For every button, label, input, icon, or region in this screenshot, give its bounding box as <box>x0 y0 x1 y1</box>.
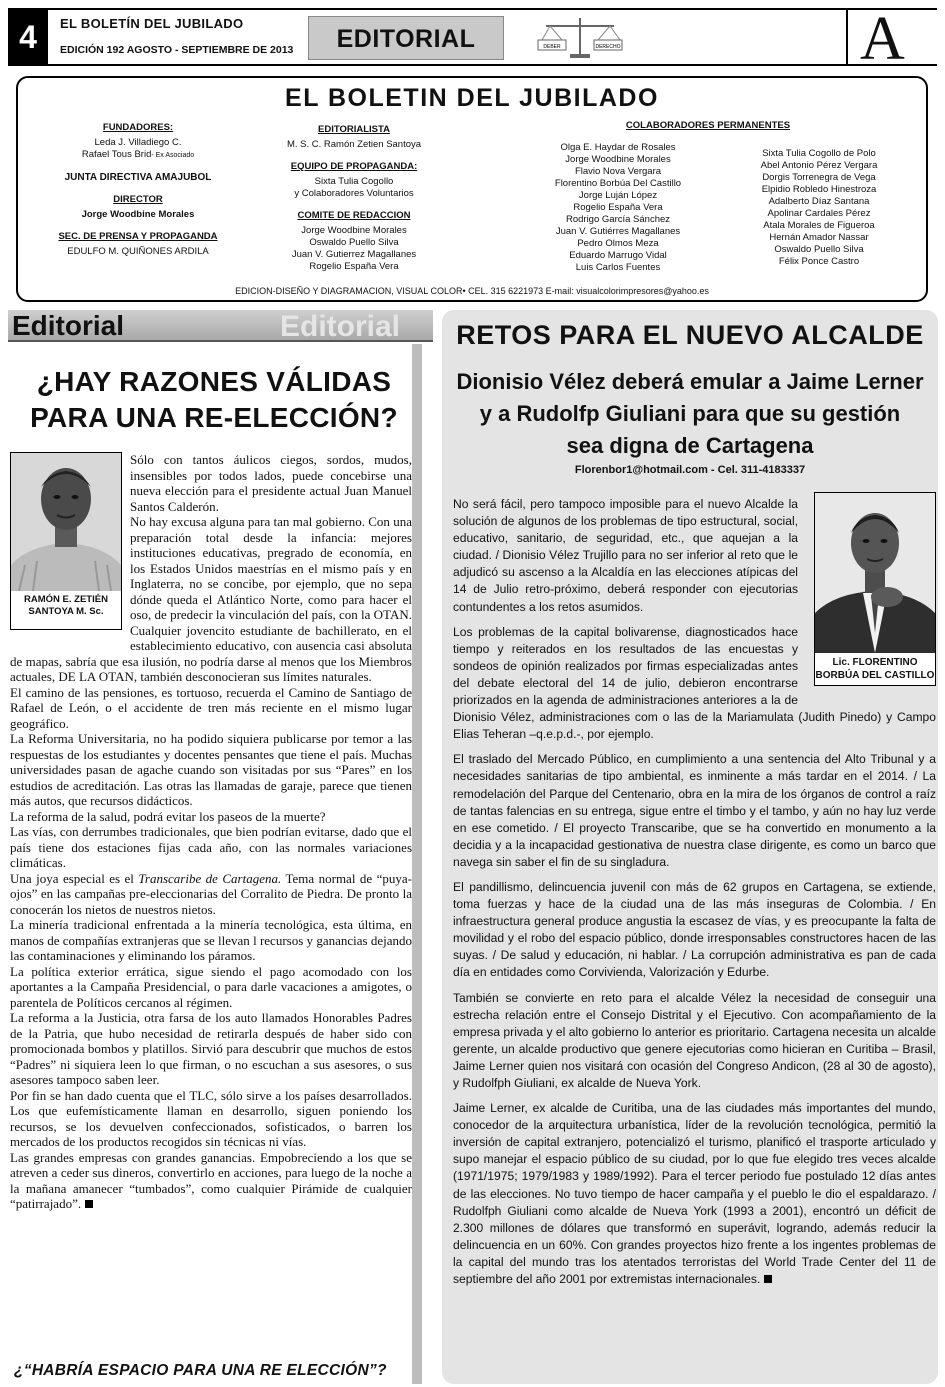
article-subheadline <box>442 366 938 462</box>
editorial-article <box>8 344 422 1384</box>
masthead-col-collab-a <box>528 142 708 274</box>
paragraph: Los problemas de la capital bolivarense, diagnosticados hace tiempo y reiterados en los resultados de las encuestas y sondeos de opinión realizados por firmas especializadas antes del debate electoral del 14 de julio, debieron encontrarse priorizados en la agenda de administraciones anteriores a la de Dionisio Vélez, administraciones com o las de la Mariamulata (Judith Pinedo) y Campo Elias Teheran –q.e.p.d.-, por ejemplo. <box>453 624 936 742</box>
collaborator-name: Rodrigo García Sánchez <box>565 214 671 225</box>
paragraph: El pandillismo, delincuencia juvenil con más de 62 grupos en Cartagena, se extiende, toma fuerzas y hace de la ciudad una de las más inseguras de Colombia. / En infraestructura general produce angustia la escasez de vías, y es preocupante la falta de movilidad y el robo del espacio público, donde irresponsables constructores hacen de las suyas. / De salud y educación, ni hablar. / La corrupción administrativa es pan de cada día en entidades como Corvivienda, Valorización y Edurbe. <box>453 879 936 980</box>
team-line: y Colaboradores Voluntarios <box>294 188 414 199</box>
press-heading: SEC. DE PRENSA Y PROPAGANDA <box>58 231 218 242</box>
masthead-footer: EDICION-DISEÑO Y DIAGRAMACION, VISUAL COLOR• CEL. 315 6221973 E-mail: visualcolorimpresores@yahoo.es <box>235 286 709 296</box>
scales-of-justice-icon <box>536 14 624 62</box>
paragraph: Jaime Lerner, ex alcalde de Curitiba, una de las ciudades más importantes del mundo, conocedor de la arquitectura urbanística, líder de la revolución tecnológica, permitió la inversión de capital extranjero, potencializó el turismo, planificó el trasporte articulado y supo manejar el espacio público de su ciudad, por lo que fue elegido tres veces alcalde (1971/1975; 1979/1983 y 1989/1992). Para el tercer periodo fue postulado 12 días antes de las elecciones. No tuvo tiempo de hacer campaña y el pueblo le dio el espaldarazo. / Rudolfph Giuliani como alcalde de Nueva York (1993 a 2001), encontró un déficit de 2.300 millones de dólares que transformó en superávit, logrando, además reducir la delincuencia en un 60%. Con grandes proyectos hizo frente a los ingentes problemas de la capital del mundo tras los atentados terroristas del World Trade Center del 11 de septiembre del año 2001 por extremistas internacionales. <box>453 1101 936 1287</box>
collaborator-name: Olga E. Haydar de Rosales <box>560 142 676 153</box>
caption-line: RAMÓN E. ZETIÉN <box>24 594 108 605</box>
collaborators-heading: COLABORADORES PERMANENTES <box>625 120 791 131</box>
header-divider <box>846 10 848 64</box>
collaborator-name: Félix Ponce Castro <box>778 256 860 267</box>
paragraph: El traslado del Mercado Público, en cumplimiento a una sentencia del Alto Tribunal y a necesidades sanitarias de tipo ambiental, es inminente a más tardar en el 2014. / La remodelación del Parque del Centenario, obra en la mira de los órganos de control a raíz de tantas falencias en su entrega, sigue entre el timbo y el tambo, y aún no hay luz verde en ese cometido. / El proyecto Transcaribe, que se ha convertido en monumento a la decidia y a la incapacidad gestionativa de nuestra clase dirigente, es como un barco que navega sin saber el fin de su singladura. <box>453 752 936 869</box>
masthead-col-collab-b <box>734 148 904 268</box>
team-line: Sixta Tulia Cogollo <box>314 176 394 187</box>
paragraph: La Reforma Universitaria, no ha podido siquiera publicarse por temor a las respuestas de los estudiantes y docentes pensantes que tiene el país. Muchas universidades pasan de agache cuando son visitadas por sus “Pares” en los estudios de acreditación. Las otras las llamadas de garaje, parece que tienen más autos, que recursos didácticos. <box>10 731 412 808</box>
section-letter: A <box>860 5 905 73</box>
paragraph: La reforma a la Justicia, otra farsa de los auto llamados Honorables Padres de la Patria, que hubo necesidad de retirarla después de haber sido con promocionada bombos y platillos. Sirvió para descubrir que muchos de estos “Padres” ni siquiera leen lo que firman, o no escuchan a sus asesores, o sus asesores tampoco saben leer. <box>10 1010 412 1087</box>
collaborator-name: Sixta Tulia Cogollo de Polo <box>762 148 876 159</box>
subheadline-line: sea digna de Cartagena <box>566 433 814 458</box>
collaborator-name: Flavio Nova Vergara <box>574 166 662 177</box>
editorial-footer-question: ¿“HABRÍA ESPACIO PARA UNA RE ELECCIÓN”? <box>14 1362 387 1379</box>
page-number: 4 <box>8 10 48 64</box>
collaborator-name: Apolinar Cardales Pérez <box>767 208 871 219</box>
headline-line: ¿HAY RAZONES VÁLIDAS <box>36 366 392 397</box>
collaborator-name: Pedro Olmos Meza <box>577 238 659 249</box>
paragraph: La minería tradicional enfrentada a la minería tecnológica, esta última, en manos de compañías extranjeras que se llevan l recursos y ganancias dejando las contaminaciones y eliminando los páramos. <box>10 917 412 963</box>
subheadline-line: y a Rudolfp Giuliani para que su gestión <box>479 401 901 426</box>
collaborator-name: Dorgis Torrenegra de Vega <box>762 172 876 183</box>
paragraph: También se convierte en reto para el alcalde Vélez la necesidad de conseguir una estrecha relación entre el Consejo Distrital y el Ejecutivo. Con acompañamiento de la empresa privada y el alto gobierno lo anterior es prioritario. Cartagena necesita un alcalde gerente, un alcalde productivo que genere ejecutorias como hicieran en Curitiba – Brasil, Jaime Lerner quien nos visitará con ocasión del Congreso Andicon, (28 al 30 de agosto), y Rudolfph Giuliani, ex alcalde de Nueva York. <box>453 990 936 1090</box>
paragraph: Las vías, con derrumbes tradicionales, que bien podrían evitarse, dado que el país tiene dos estaciones fijas cada año, con las normales variaciones climáticas. <box>10 824 412 870</box>
scale-left-label: DEBER <box>543 44 561 50</box>
collaborator-name: Florentino Borbúa Del Castillo <box>554 178 682 189</box>
caption-line: SANTOYA M. Sc. <box>28 606 104 617</box>
article-headline: RETOS PARA EL NUEVO ALCALDE <box>456 320 924 350</box>
founder-name: Leda J. Villadiego C. <box>94 137 182 148</box>
collaborator-name: Abel Antonio Pérez Vergara <box>760 160 878 171</box>
editorial-column <box>8 310 433 1385</box>
collaborator-name: Atala Morales de Figueroa <box>763 220 875 231</box>
paragraph: Cualquier jovencito estudiante de bachillerato, en el establecimiento educativo, con ausencia casi absoluta de mapas, sabría que esa ilusión, no podría darse al menos que los Miembros actuales, DE LA OTAN, también desconocieran sus límites naturales. <box>10 622 412 684</box>
collaborators-heading-wrap <box>578 120 838 135</box>
masthead-col-founders <box>48 122 228 258</box>
mayor-article <box>442 310 938 1384</box>
publication-name: EL BOLETÍN DEL JUBILADO <box>60 16 244 31</box>
collaborator-name: Eduardo Marrugo Vidal <box>569 250 667 261</box>
paragraph: Sólo con tantos áulicos ciegos, sordos, mudos, insensibles por todos lados, puede concebirse una nueva elección para el presidente actual Juan Manuel Santos Calderón. <box>130 452 412 514</box>
end-mark-icon <box>764 1275 772 1283</box>
section-label: EDITORIAL <box>308 16 504 60</box>
masthead-box <box>16 76 928 302</box>
paragraph: La política exterior errática, sigue siendo el pago acomodado con los aportantes a la Campaña Presidencial, o para darle vacaciones a amigotes, o parentela de Políticos cercanos al régimen. <box>10 963 412 1010</box>
headline-line: PARA UNA RE-ELECCIÓN? <box>30 402 398 433</box>
collaborator-name: Jorge Luján López <box>578 190 658 201</box>
committee-member: Oswaldo Puello Silva <box>309 237 399 248</box>
director-heading: DIRECTOR <box>113 194 163 205</box>
paragraph: No será fácil, pero tampoco imposible para el nuevo Alcalde la solución de algunos de los problemas de tipo estructural, social, educativo, sanitario, de seguridad, etc., que aquejan a la ciudad. / Dionisio Vélez Trujillo para no ser inferior al reto que le adjudicó su ascenso a la Alcaldía en las elecciones atípicas del 14 de Julio retro-próximo, deberá responder con ejecutorias contundentes a los retos asumidos. <box>453 497 798 614</box>
editorial-headline <box>8 364 420 436</box>
collaborator-name: Hernán Amador Nassar <box>769 232 869 243</box>
editorial-body <box>10 452 412 1212</box>
editorial-banner <box>8 310 433 342</box>
committee-member: Rogelio España Vera <box>309 261 399 272</box>
team-heading: EQUIPO DE PROPAGANDA: <box>290 161 418 172</box>
paragraph: Las grandes empresas con grandes ganancias. Empobreciendo a los que se atreven a ceder sus dineros, convertirlo en acciones, para luego de la noche a la mañana amanecer “tumbados”, como cualquier Pirámide de cualquier “patirrajado”. <box>10 1149 412 1211</box>
board-heading: JUNTA DIRECTIVA AMAJUBOL <box>64 172 212 183</box>
collaborator-name: Jorge Woodbine Morales <box>565 154 671 165</box>
scale-right-label: DERECHO <box>595 44 621 50</box>
paragraph: La reforma de la salud, podrá evitar los paseos de la muerte? <box>10 808 326 824</box>
collaborator-name: Elpidio Robledo Hinestroza <box>761 184 877 195</box>
collaborator-name: Rogelio España Vera <box>573 202 663 213</box>
committee-member: Jorge Woodbine Morales <box>301 225 407 236</box>
page-header <box>8 5 937 73</box>
press-name: EDULFO M. QUIÑONES ARDILA <box>67 246 209 257</box>
committee-heading: COMITE DE REDACCION <box>297 210 411 221</box>
collaborator-name: Luis Carlos Fuentes <box>575 262 661 273</box>
committee-member: Juan V. Gutierrez Magallanes <box>291 249 417 260</box>
founder-name: Rafael Tous Brid- Ex Asociado <box>81 149 195 160</box>
masthead-col-editorial <box>254 124 454 273</box>
collaborator-name: Juan V. Gutiérres Magallanes <box>555 226 681 237</box>
edition-line: EDICIÓN 192 AGOSTO - SEPTIEMBRE DE 2013 <box>60 44 294 56</box>
editorial-banner-ghost: Editorial <box>280 310 401 343</box>
founders-heading: FUNDADORES: <box>102 122 174 133</box>
author-contact: Florenbor1@hotmail.com - Cel. 311-4183337 <box>574 464 806 476</box>
editorialist-heading: EDITORIALISTA <box>318 124 390 135</box>
editorialist-name: M. S. C. Ramón Zetien Santoya <box>286 139 422 150</box>
collaborator-name: Adalberto Díaz Santana <box>768 196 870 207</box>
caption-line: BORBÚA DEL CASTILLO <box>815 670 935 681</box>
masthead-title: EL BOLETIN DEL JUBILADO <box>285 84 659 112</box>
paragraph: No hay excusa alguna para tan mal gobierno. Con una preparación total desde la infancia: mejores instituciones educativas, pregrado de economía, en los Estados Unidos maestrías en el mismo país y en Inglaterra, no se concibe, por ejemplo, que no sepa dónde queda el Atlántico Norte, como para hacer el oso, de predecir la vinculación del país, con la OTAN. <box>130 514 412 622</box>
paragraph: Una joya especial es el Transcaribe de Cartagena. Tema normal de “puya-ojos” en las campañas pre-eleccionarias del Corralito de Piedra. De pronto la conocerán los nietos de nuestros nietos. <box>10 870 412 917</box>
article-body <box>453 496 936 1296</box>
director-name: Jorge Woodbine Morales <box>81 209 195 220</box>
paragraph: Por fin se han dado cuenta que el TLC, sólo sirve a los países desarrollados. Los que eufemísticamente llaman en desarrollo, siguen poniendo los recursos, se los devuelven confeccionados, sofisticados, o barren los mercados de los productos recogidos sin técnicas ni vías. <box>10 1087 412 1149</box>
editorial-banner-label: Editorial <box>12 310 125 341</box>
subheadline-line: Dionisio Vélez deberá emular a Jaime Lerner <box>456 369 924 394</box>
paragraph: El camino de las pensiones, es tortuoso, recuerda el Camino de Santiago de Rafael de León, o el accidente de tren más reciente en el mismo lugar geográfico. <box>10 684 412 731</box>
caption-line: Lic. FLORENTINO <box>832 657 918 668</box>
end-mark-icon <box>85 1200 93 1208</box>
collaborator-name: Oswaldo Puello Silva <box>774 244 864 255</box>
